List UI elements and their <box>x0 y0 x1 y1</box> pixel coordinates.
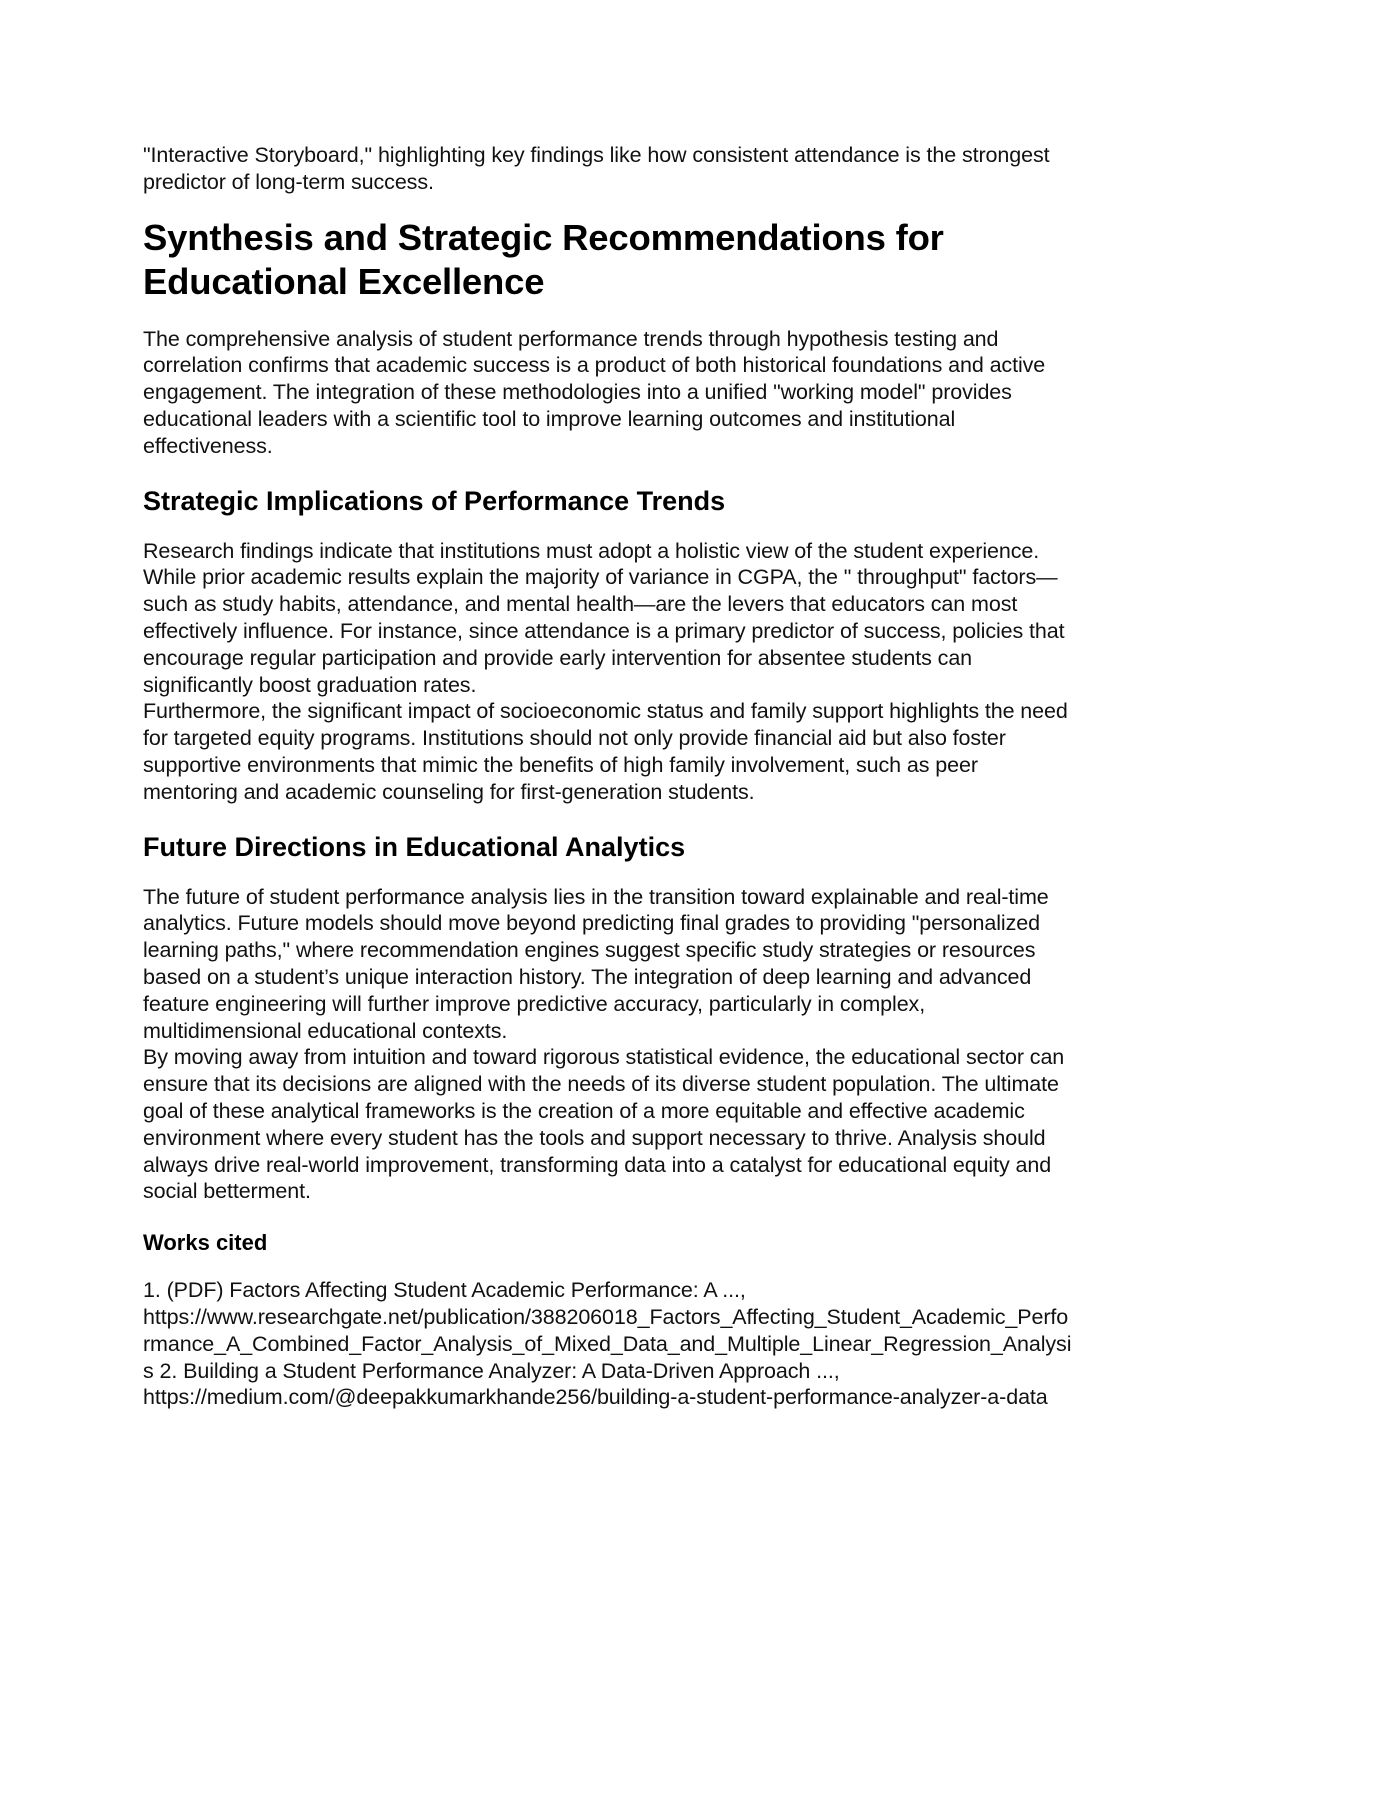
works-cited-list <box>143 1277 1073 1411</box>
citation-1-title: 1. (PDF) Factors Affecting Student Academic Performance: A ..., <box>143 1278 746 1303</box>
future-paragraph-1: The future of student performance analysis lies in the transition toward explainable and real-time analytics. Future models should move beyond predicting final grades to providing "personalized learning paths," where recommendation engines suggest specific study strategies or resources based on a student’s unique interaction history. The integration of deep learning and advanced feature engineering will further improve predictive accuracy, particularly in complex, multidimensional educational contexts. <box>143 884 1049 1043</box>
works-cited-heading: Works cited <box>143 1230 268 1256</box>
citation-1-url-and-citation-2[interactable]: https://www.researchgate.net/publication/388206018_Factors_Affecting_Student_Academic_Performance_A_Combined_Factor_Analysis_of_Mixed_Data_and_Multiple_Linear_Regression_Analysis 2. Building a Student Performance Analyzer: A Data-Driven Approach ..., <box>143 1304 1072 1383</box>
intro-paragraph: "Interactive Storyboard," highlighting key findings like how consistent attendance is the strongest predictor of long-term success. <box>143 143 1050 194</box>
strategic-paragraph-1: Research findings indicate that institutions must adopt a holistic view of the student experience. While prior academic results explain the majority of variance in CGPA, the " throughput" factors—such as study habits, attendance, and mental health—are the levers that educators can most effectively influence. For instance, since attendance is a primary predictor of success, policies that encourage regular participation and provide early intervention for absentee students can significantly boost graduation rates. <box>143 538 1065 697</box>
citation-2-url[interactable]: https://medium.com/@deepakkumarkhande256/building-a-student-performance-analyzer-a-data <box>143 1385 1048 1410</box>
document-page <box>143 142 1073 1411</box>
future-paragraph-2: By moving away from intuition and toward rigorous statistical evidence, the educational sector can ensure that its decisions are aligned with the needs of its diverse student population. The ultimate goal of these analytical frameworks is the creation of a more equitable and effective academic environment where every student has the tools and support necessary to thrive. Analysis should always drive real-world improvement, transforming data into a catalyst for educational equity and social betterment. <box>143 1045 1065 1204</box>
section-heading-strategic-implications: Strategic Implications of Performance Trends <box>143 485 726 516</box>
section-heading-synthesis: Synthesis and Strategic Recommendations for Educational Excellence <box>143 216 944 302</box>
synthesis-paragraph: The comprehensive analysis of student performance trends through hypothesis testing and correlation confirms that academic success is a product of both historical foundations and active engagement. The integration of these methodologies into a unified "working model" provides educational leaders with a scientific tool to improve learning outcomes and institutional effectiveness. <box>143 326 1046 458</box>
strategic-paragraph-2: Furthermore, the significant impact of socioeconomic status and family support highlights the need for targeted equity programs. Institutions should not only provide financial aid but also foster supportive environments that mimic the benefits of high family involvement, such as peer mentoring and academic counseling for first-generation students. <box>143 699 1068 804</box>
section-heading-future-directions: Future Directions in Educational Analytics <box>143 831 686 862</box>
